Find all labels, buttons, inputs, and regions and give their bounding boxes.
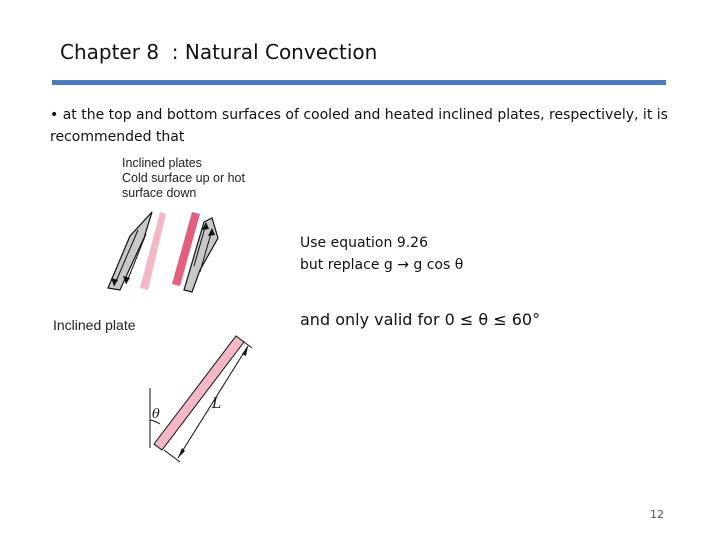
figure1-label-line: surface down xyxy=(122,186,197,200)
equation-note xyxy=(300,232,463,276)
figure1-label-line: Cold surface up or hot xyxy=(122,171,245,185)
equation-note-line: but replace g → g cos θ xyxy=(300,257,464,273)
theta-label: θ xyxy=(152,407,160,422)
figure1-label-line: Inclined plates xyxy=(122,156,202,170)
inclined-plate xyxy=(154,336,244,450)
title-rule xyxy=(52,80,666,85)
bullet-text: • at the top and bottom surfaces of cooled and heated inclined plates, respectively, it is recommended that xyxy=(50,107,668,145)
slide-title: Chapter 8 : Natural Convection xyxy=(60,40,378,64)
dimension-tick xyxy=(164,450,180,462)
page-number: 12 xyxy=(650,508,664,521)
length-label: L xyxy=(212,396,222,412)
figure1-label xyxy=(122,156,245,201)
validity-range: and only valid for 0 ≤ θ ≤ 60° xyxy=(300,310,541,329)
dimension-arrow xyxy=(178,448,185,458)
inclined-plate-figure xyxy=(130,316,280,466)
figure2-label: Inclined plate xyxy=(53,317,136,333)
equation-note-line: Use equation 9.26 xyxy=(300,235,428,251)
inclined-plates-figure xyxy=(100,208,250,298)
dimension-tick xyxy=(244,342,252,348)
